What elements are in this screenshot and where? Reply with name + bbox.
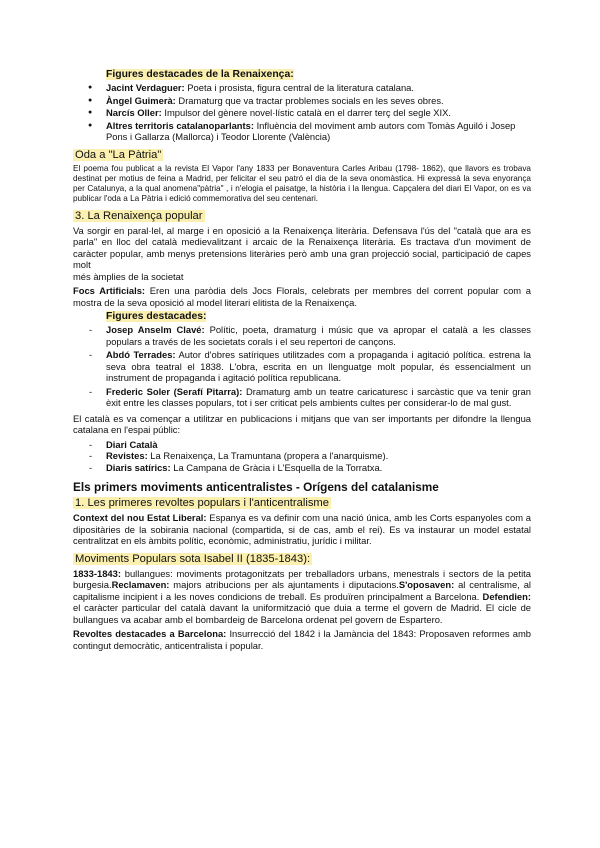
list-item: - Frederic Soler (Serafí Pitarra): Dramaturg amb un teatre caricaturesc i sarcàstic que va tenir gran èxit entre les classes populars, tot i ser criticat pels ambients cultes per considerar-lo de mal gust. [106, 386, 531, 409]
oda-paragraph: El poema fou publicat a la revista El Vapor l'any 1833 per Bonaventura Carles Aribau (1798- 1862), que llavors es trobava destinat per motius de feina a Madrid, per felicitar el seu patró el dia de la seva onomàstica. Hi expressà la seva enyorança per Catalunya, a la qual anomena"pàtria" , i n'elogia el paisatge, la història i la llengua. Capçalera del diari El Vapor, on es va publicar l'oda a La Pàtria i edició commemorativa del seu centenari. [73, 163, 531, 203]
list-item: ● Àngel Guimerà: Dramaturg que va tractar problemes socials en les seves obres. [106, 95, 531, 106]
figures-title: Figures destacades de la Renaixença: [106, 69, 294, 80]
renaixenca-popular-paragraph-tail: més àmplies de la societat [73, 270, 184, 282]
document-page [73, 66, 531, 654]
oda-heading: Oda a "La Pàtria" [75, 148, 162, 161]
list-item: - Diaris satírics: La Campana de Gràcia i L'Esquella de la Torratxa. [106, 462, 531, 474]
popular-figures-title: Figures destacades: [106, 311, 207, 323]
popular-figures-list [73, 324, 531, 409]
publications-intro: El català es va començar a utilitzar en publicacions i mitjans que van ser importants per difondre la llengua catalana en l'espai públic: [73, 412, 531, 436]
bullangues-paragraph: 1833-1843: bullangues: moviments protagonitzats per treballadors urbans, menestrals i sectors de la petita burgesia.Reclamaven: majors atribucions per als ajuntaments i diputacions.S'oposaven: al centralisme, al capitalisme incipient i a les noves condicions de treball. Es produïren principalment a Barcelona. Defendien: el caràcter particular del català davant la uniformització que duia a terme el govern de Madrid. El cicle de bullangues va acabar amb el bombardeig de Barcelona ordenat pel govern de Espartero. [73, 567, 531, 625]
revoltes-subheading: 1. Les primeres revoltes populars i l'anticentralisme [75, 497, 329, 510]
list-item: ● Altres territoris catalanoparlants: Influència del moviment amb autors com Tomàs Aguiló i Josep Pons i Gallarza (Mallorca) i Teodor Llorente (València) [106, 120, 531, 143]
revoltes-paragraph: Revoltes destacades a Barcelona: Insurrecció del 1842 i la Jamància del 1843: Proposaven reformes amb contingut democràtic, anticentralista i popular. [73, 628, 531, 651]
focs-paragraph: Focs Artificials: Eren una paròdia dels Jocs Florals, celebrats per membres del corrent popular com a mostra de la seva oposició al model literari elitista de la Renaixença. [73, 285, 531, 308]
renaixenca-popular-paragraph: Va sorgir en paral·lel, al marge i en oposició a la Renaixença literària. Defensava l'ús del "català que ara es parla" en lloc del català medievalitzant i arcaic de la Renaixença literària. Es tractava d'un moviment de caràcter popular, amb menys pretensions literàries però amb una gran projecció social, participació de capes molt [73, 224, 531, 271]
renaixenca-popular-heading: 3. La Renaixença popular [75, 209, 203, 222]
list-item: - Revistes: La Renaixença, La Tramuntana (propera a l'anarquisme). [106, 450, 531, 462]
figures-list [73, 82, 531, 143]
list-item: - Abdó Terrades: Autor d'obres satíriques utilitzades com a propaganda i agitació política. estrena la seva obra teatral el 1838. L'obra, escrita en un llenguatge molt popular, és essencialment un instrument de propaganda i agitació política republicana. [106, 349, 531, 384]
list-item: ● Jacint Verdaguer: Poeta i prosista, figura central de la literatura catalana. [106, 82, 531, 93]
context-paragraph: Context del nou Estat Liberal: Espanya es va definir com una nació única, amb les Corts espanyoles com a dipositàries de la sobirania nacional (compartida, si de cas, amb el rei). Es va instaurar un model estatal centralitzat en els àmbits polític, econòmic, administratiu, jurídic i militar. [73, 512, 532, 547]
list-item: - Diari Català [106, 439, 531, 451]
isabel-subheading: Moviments Populars sota Isabel II (1835-1843): [75, 552, 311, 565]
list-item: ● Narcís Oller: Impulsor del gènere novel·lístic català en el darrer terç del segle XIX. [106, 107, 531, 118]
list-item: - Josep Anselm Clavé: Polític, poeta, dramaturg i músic que va apropar el català a les classes populars a través de les societats corals i el seu repertori de cançons. [106, 324, 531, 347]
publications-list [73, 439, 531, 474]
moviments-heading: Els primers moviments anticentralistes - Orígens del catalanisme [73, 480, 439, 495]
